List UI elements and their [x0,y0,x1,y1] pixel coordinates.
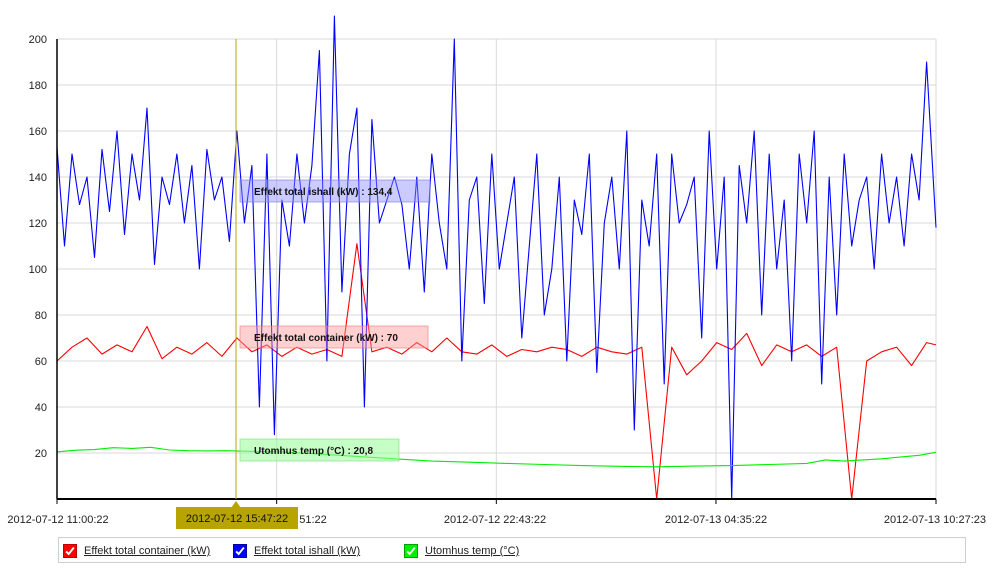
x-tick-label: 51:22 [299,514,327,526]
legend-label-temp: Utomhus temp (°C) [425,545,520,557]
y-tick-label: 100 [28,264,47,276]
legend-item-container[interactable] [63,542,210,560]
tooltip-text: Effekt total ishall (kW) : 134,4 [254,187,393,198]
chart-legend [58,537,966,563]
crosshair-pointer-icon [231,501,241,508]
tooltip-text: Effekt total container (kW) : 70 [254,333,398,344]
legend-label-ishall: Effekt total ishall (kW) [254,545,361,557]
x-tick-label: 2012-07-12 22:43:22 [443,514,547,526]
y-tick-label: 40 [34,402,47,414]
checkbox-checked-icon[interactable] [404,544,418,558]
x-tick-label: 2012-07-13 04:35:22 [664,514,768,526]
y-tick-label: 60 [34,356,47,368]
y-tick-label: 140 [28,172,47,184]
x-tick-label: 2012-07-13 10:27:23 [883,514,986,526]
legend-item-ishall[interactable] [233,542,360,560]
y-tick-label: 120 [28,218,47,230]
legend-item-temp[interactable] [404,542,519,560]
y-tick-label: 80 [34,310,47,322]
y-tick-label: 160 [28,126,47,138]
y-tick-label: 20 [34,448,47,460]
y-tick-label: 200 [28,34,47,46]
y-tick-label: 180 [28,80,47,92]
crosshair-label: 2012-07-12 15:47:22 [185,513,289,525]
legend-label-container: Effekt total container (kW) [84,545,211,557]
x-tick-label: 2012-07-12 11:00:22 [7,514,109,526]
checkbox-checked-icon[interactable] [63,544,77,558]
checkbox-checked-icon[interactable] [233,544,247,558]
tooltip-text: Utomhus temp (°C) : 20,8 [254,446,374,457]
